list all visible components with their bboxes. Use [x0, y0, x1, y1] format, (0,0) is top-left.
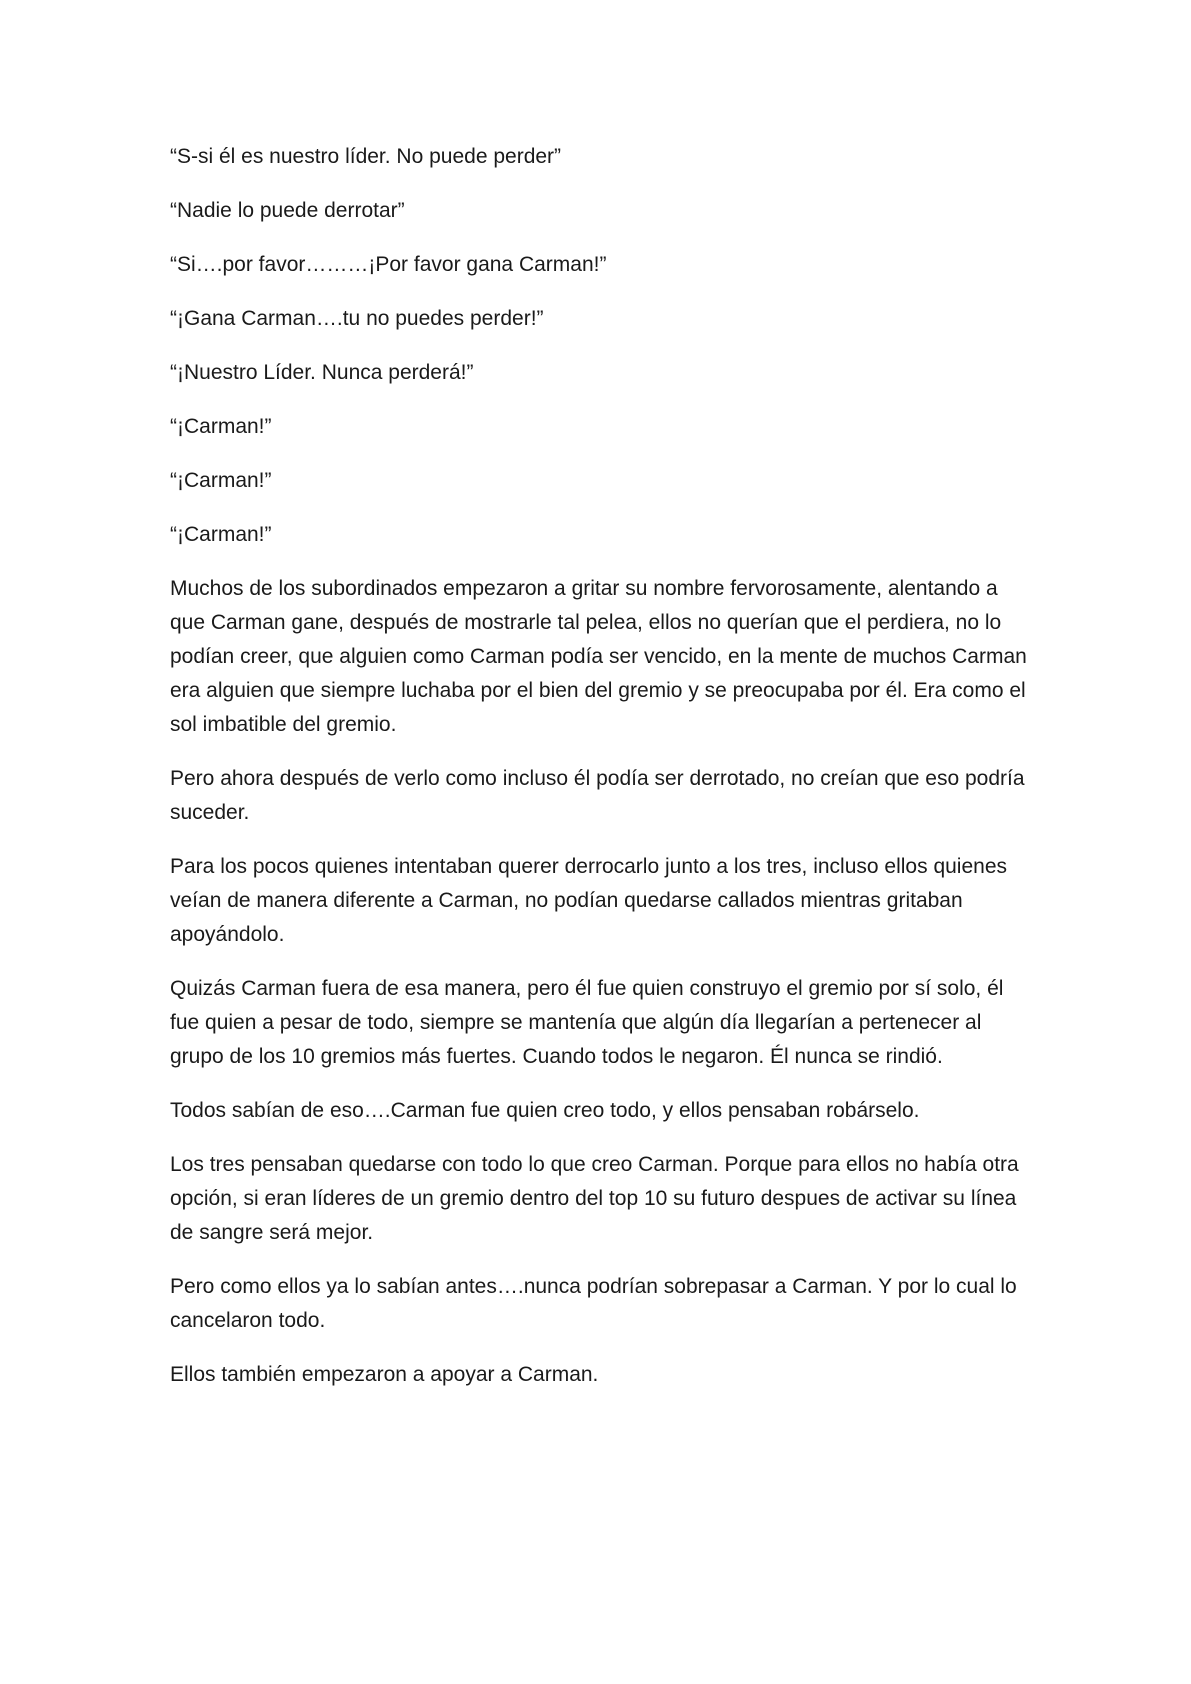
dialogue-line: “¡Nuestro Líder. Nunca perderá!”: [170, 361, 474, 384]
dialogue-line: “Nadie lo puede derrotar”: [170, 199, 405, 222]
dialogue-line: “S-si él es nuestro líder. No puede perder”: [170, 145, 562, 168]
dialogue-line: “Si….por favor………¡Por favor gana Carman!”: [170, 253, 607, 276]
dialogue-line: “¡Carman!”: [170, 469, 272, 492]
narrative-paragraph: Todos sabían de eso….Carman fue quien creo todo, y ellos pensaban robárselo.: [170, 1099, 920, 1122]
narrative-paragraph: Muchos de los subordinados empezaron a gritar su nombre fervorosamente, alentando a que Carman gane, después de mostrarle tal pelea, ellos no querían que el perdiera, no lo podían creer, que alguien como Carman podía ser vencido, en la mente de muchos Carman era alguien que siempre luchaba por el bien del gremio y se preocupaba por él. Era como el sol imbatible del gremio.: [170, 577, 1027, 736]
narrative-paragraph: Quizás Carman fuera de esa manera, pero él fue quien construyo el gremio por sí solo, él fue quien a pesar de todo, siempre se mantenía que algún día llegarían a pertenecer al grupo de los 10 gremios más fuertes. Cuando todos le negaron. Él nunca se rindió.: [170, 977, 1004, 1068]
dialogue-line: “¡Carman!”: [170, 523, 272, 546]
narrative-paragraph: Para los pocos quienes intentaban querer derrocarlo junto a los tres, incluso ellos quienes veían de manera diferente a Carman, no podían quedarse callados mientras gritaban apoyándolo.: [170, 855, 1008, 946]
document-body: [170, 140, 1030, 1412]
narrative-paragraph: Ellos también empezaron a apoyar a Carman.: [170, 1363, 599, 1386]
dialogue-line: “¡Gana Carman….tu no puedes perder!”: [170, 307, 544, 330]
dialogue-line: “¡Carman!”: [170, 415, 272, 438]
narrative-paragraph: Pero como ellos ya lo sabían antes….nunca podrían sobrepasar a Carman. Y por lo cual lo cancelaron todo.: [170, 1275, 1017, 1332]
narrative-paragraph: Pero ahora después de verlo como incluso él podía ser derrotado, no creían que eso podría suceder.: [170, 767, 1025, 824]
narrative-paragraph: Los tres pensaban quedarse con todo lo que creo Carman. Porque para ellos no había otra opción, si eran líderes de un gremio dentro del top 10 su futuro despues de activar su línea de sangre será mejor.: [170, 1153, 1019, 1244]
